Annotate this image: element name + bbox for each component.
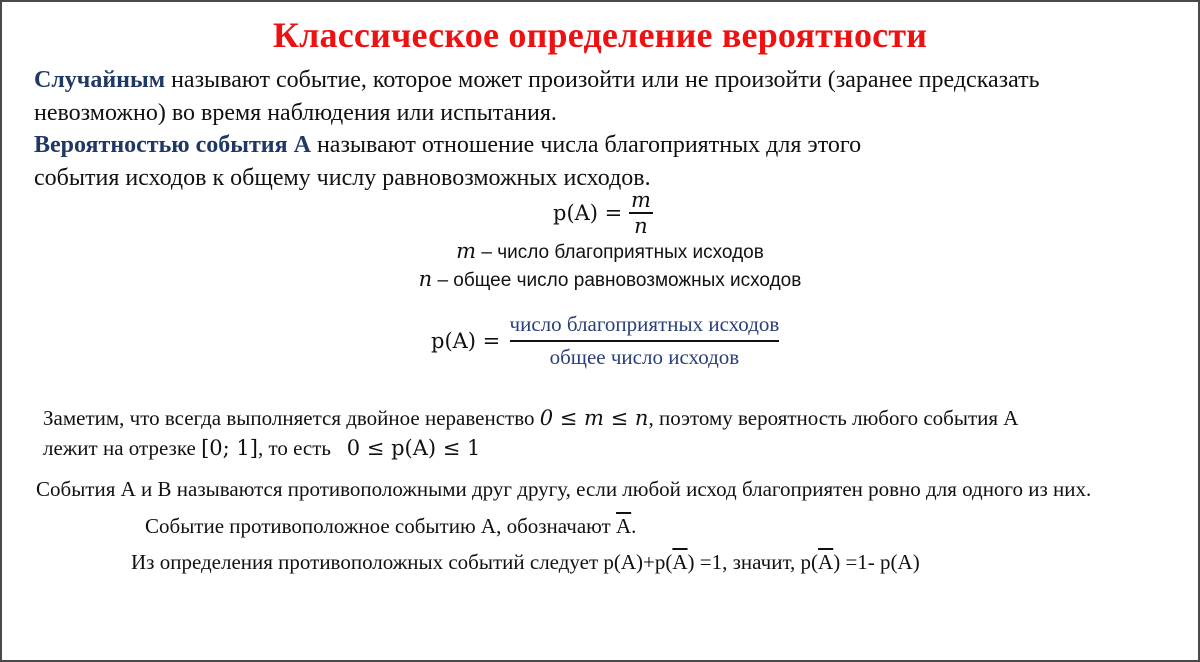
formula1-numerator: m (630, 188, 651, 212)
term-probability: Вероятностью события А (34, 132, 311, 158)
inequality-line1-a: Заметим, что всегда выполняется двойное неравенство (43, 406, 540, 430)
opposite-notation-end: . (631, 514, 637, 538)
formula2-lhs: p(A) = (431, 329, 501, 353)
formula2-fraction (510, 310, 780, 372)
formula2-numerator: число благоприятных исходов (510, 310, 780, 342)
formula-words (431, 310, 779, 372)
opposite-formula-suffix: ) =1- p(A) (833, 550, 920, 574)
legend-m-symbol: m (456, 239, 477, 263)
random-event-paragraph (34, 64, 1040, 130)
opposite-notation-text: Событие противоположное событию А, обозначают (145, 514, 616, 538)
inequality-line2-b: , то есть (257, 436, 347, 460)
a-bar-symbol-2: $\overline{A}$ (818, 550, 834, 574)
formula1-denominator: n (634, 214, 648, 238)
inequality-line2-a: лежит на отрезке (43, 436, 202, 460)
probability-def-line2: события исходов к общему числу равновозможных исходов. (34, 165, 651, 191)
inequality-math: 0 ≤ m ≤ n (539, 406, 649, 430)
opposite-formula-middle: ) =1, значит, p( (687, 550, 819, 574)
random-event-line2: невозможно) во время наблюдения или испытания. (34, 100, 557, 126)
formula1-lhs: p(A) = (553, 201, 623, 225)
legend-n-symbol: n (418, 267, 433, 291)
formula1-fraction (629, 188, 653, 238)
a-bar-symbol: $\overline{A}$ (615, 514, 632, 538)
formula-m-over-n (553, 188, 653, 238)
opposite-notation (145, 514, 636, 539)
probability-bounds: 0 ≤ p(A) ≤ 1 (346, 436, 481, 460)
a-bar-symbol-1: $\overline{A}$ (672, 550, 688, 574)
opposite-definition: События А и В называются противоположными друг другу, если любой исход благоприятен ровно для одного из них. (36, 477, 1092, 501)
legend-n-text: – общее число равновозможных исходов (432, 270, 802, 291)
interval: [0; 1] (201, 436, 258, 460)
inequality-line1-b: , поэтому вероятность любого события А (648, 406, 1019, 430)
opposite-formula-prefix: Из определения противоположных событий следует p(A)+p( (131, 550, 673, 574)
random-event-line1: называют событие, которое может произойти или не произойти (заранее предсказать (165, 67, 1040, 93)
opposite-formula (131, 550, 920, 575)
legend-m-text: – число благоприятных исходов (476, 242, 764, 263)
formula2-denominator: общее число исходов (549, 345, 740, 369)
term-random: Случайным (34, 67, 166, 93)
page-title: Классическое определение вероятности (272, 15, 928, 55)
formula-legend (0, 238, 1200, 294)
probability-definition (34, 129, 861, 195)
probability-def-line1: называют отношение числа благоприятных для этого (310, 132, 862, 158)
inequality-note (43, 403, 1018, 463)
